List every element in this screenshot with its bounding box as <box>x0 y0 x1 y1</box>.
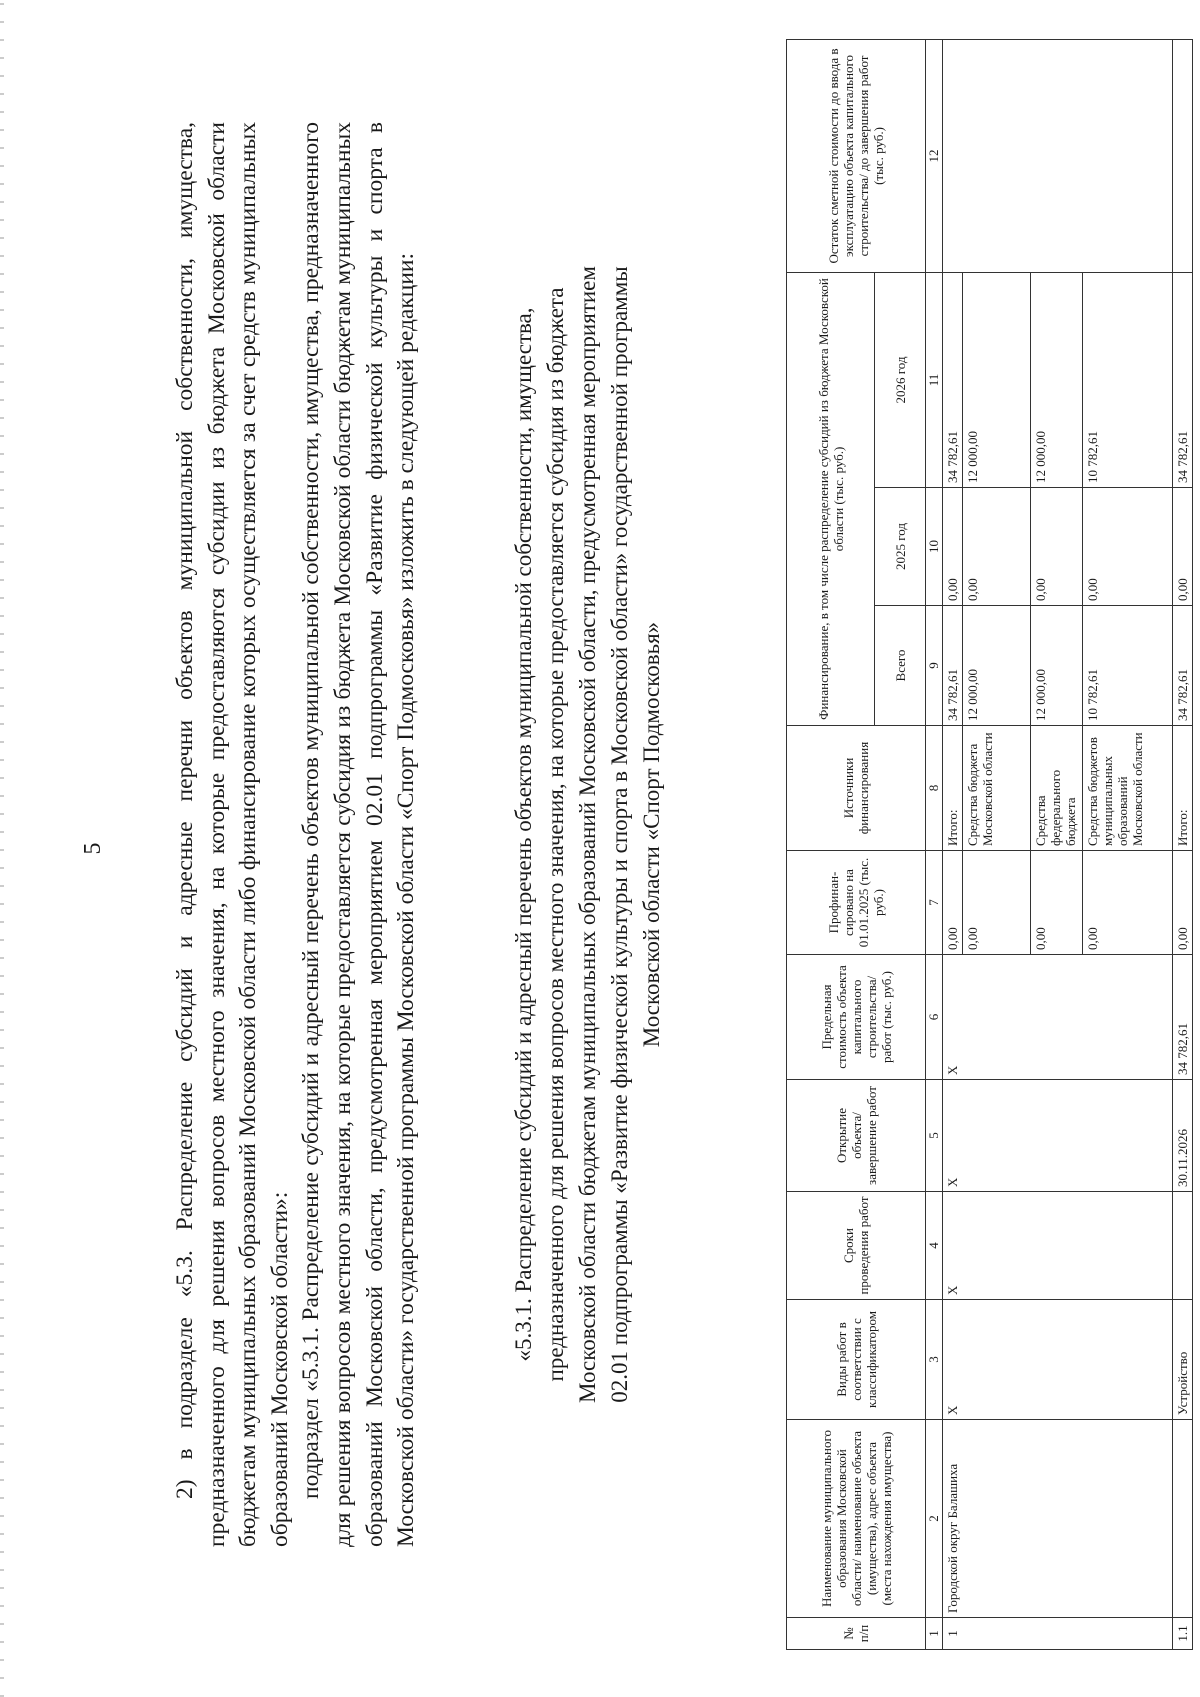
header-num: № п/п <box>787 1618 926 1650</box>
header-works: Виды работ в соответствии с классификатором <box>787 1300 926 1420</box>
col-num: 2 <box>926 1420 943 1618</box>
row-cost: 34 782,61 <box>1173 955 1193 1080</box>
row-total-all: 34 782,61 <box>943 606 963 726</box>
row-name: Городской округ Балашиха <box>943 1420 1173 1618</box>
row-prefin: 0,00 <box>1031 851 1083 955</box>
row-source: Итого: <box>943 726 963 851</box>
row-all: 34 782,61 <box>1173 606 1193 726</box>
col-num: 6 <box>926 955 943 1080</box>
body-text <box>170 122 423 1547</box>
row-source: Средства бюджетов муниципальных образований Московской области <box>1083 726 1173 851</box>
row-2026: 10 782,61 <box>1083 272 1173 487</box>
row-2025: 0,00 <box>1031 488 1083 606</box>
row-remain <box>943 39 1173 272</box>
column-number-row <box>926 39 943 1649</box>
row-source: Средства бюджета Московской области <box>963 726 1031 851</box>
row-total-2026: 34 782,61 <box>943 272 963 487</box>
row-works: X <box>943 1300 1173 1420</box>
paragraph-2: подраздел «5.3.1. Распределение субсидий и адресный перечень объектов муниципальной собственности, имущества, предназначенного для решения вопросов местного значения, на которые предоставляется субсидия из бюджета Московской области бюджетам муниципальных образований Московской области, предусмотренная мероприятием 02.01 подпрограммы «Развитие физической культуры и спорта в Московской области» государственной программы Московской области «Спорт Подмосковья» изложить в следующей редакции: <box>298 122 420 1547</box>
header-remain: Остаток сметной стоимости до ввода в эксплуатацию объекта капитального строительства/ до завершения работ (тыс. руб.) <box>787 39 926 272</box>
header-financing: Финансирование, в том числе распределение субсидий из бюджета Московской области (тыс. руб.) <box>787 272 875 725</box>
row-2026: 34 782,61 <box>1173 272 1193 487</box>
page-number: 5 <box>80 842 106 855</box>
col-num: 10 <box>926 488 943 606</box>
row-num: 1.1 <box>1173 1618 1193 1650</box>
section-heading <box>508 122 668 1547</box>
header-open: Открытие объекта/ завершение работ <box>787 1080 926 1192</box>
heading-line: предназначенного для решения вопросов местного значения, на которые предоставляется субсидия из бюджета <box>543 287 568 1382</box>
row-all: 10 782,61 <box>1083 606 1173 726</box>
row-works: Устройство <box>1173 1300 1193 1420</box>
col-num: 1 <box>926 1618 943 1650</box>
row-prefin: 0,00 <box>1083 851 1173 955</box>
heading-line: Московской области бюджетам муниципальных образований Московской области, предусмотренная мероприятием <box>575 266 600 1403</box>
header-prefin: Профинан-сировано на 01.01.2025 (тыс. руб.) <box>787 851 926 955</box>
row-2025: 0,00 <box>1173 488 1193 606</box>
row-2026: 12 000,00 <box>1031 272 1083 487</box>
row-2026: 12 000,00 <box>963 272 1031 487</box>
col-num: 4 <box>926 1192 943 1300</box>
row-all: 12 000,00 <box>963 606 1031 726</box>
scan-edge-dots <box>0 0 4 1697</box>
row-source: Итого: <box>1173 726 1193 851</box>
heading-line: 02.01 подпрограммы «Развитие физической культуры и спорта в Московской области» государственной программы <box>607 266 632 1403</box>
paragraph-1: 2) в подразделе «5.3. Распределение субсидий и адресные перечни объектов муниципальной собственности, имущества, предназначенного для решения вопросов местного значения, на которые предоставляются субсидии из бюджета Московской области бюджетам муниципальных образований Московской области либо финансирование которых осуществляется за счет средств муниципальных образований Московской области»: <box>172 122 293 1547</box>
col-num: 3 <box>926 1300 943 1420</box>
header-row <box>787 39 875 1649</box>
row-name <box>1173 1420 1193 1618</box>
row-prefin: 0,00 <box>943 851 963 955</box>
row-remain <box>1173 39 1193 272</box>
col-num: 12 <box>926 39 943 272</box>
heading-line: Московской области «Спорт Подмосковья» <box>639 621 664 1048</box>
row-period <box>1173 1192 1193 1300</box>
col-num: 11 <box>926 272 943 487</box>
row-prefin: 0,00 <box>1173 851 1193 955</box>
header-2025: 2025 год <box>875 488 926 606</box>
col-num: 8 <box>926 726 943 851</box>
row-open: 30.11.2026 <box>1173 1080 1193 1192</box>
table-row <box>1173 39 1193 1649</box>
header-total: Всего <box>875 606 926 726</box>
table-row <box>943 39 963 1649</box>
header-period: Сроки проведения работ <box>787 1192 926 1300</box>
col-num: 9 <box>926 606 943 726</box>
row-cost: X <box>943 955 1173 1080</box>
subsidy-table <box>786 39 1193 1650</box>
header-2026: 2026 год <box>875 272 926 487</box>
row-prefin: 0,00 <box>963 851 1031 955</box>
row-total-2025: 0,00 <box>943 488 963 606</box>
row-2025: 0,00 <box>1083 488 1173 606</box>
header-sources: Источники финансирования <box>787 726 926 851</box>
row-2025: 0,00 <box>963 488 1031 606</box>
col-num: 5 <box>926 1080 943 1192</box>
header-name: Наименование муниципального образования Московской области/ наименование объекта (имущества), адрес объекта (места нахождения имущества) <box>787 1420 926 1618</box>
row-num: 1 <box>943 1618 1173 1650</box>
row-all: 12 000,00 <box>1031 606 1083 726</box>
header-cost: Предельная стоимость объекта капитального строительства/ работ (тыс. руб.) <box>787 955 926 1080</box>
row-open: X <box>943 1080 1173 1192</box>
heading-line: «5.3.1. Распределение субсидий и адресный перечень объектов муниципальной собственности, имущества, <box>511 307 536 1362</box>
row-source: Средства федерального бюджета <box>1031 726 1083 851</box>
row-period: X <box>943 1192 1173 1300</box>
col-num: 7 <box>926 851 943 955</box>
